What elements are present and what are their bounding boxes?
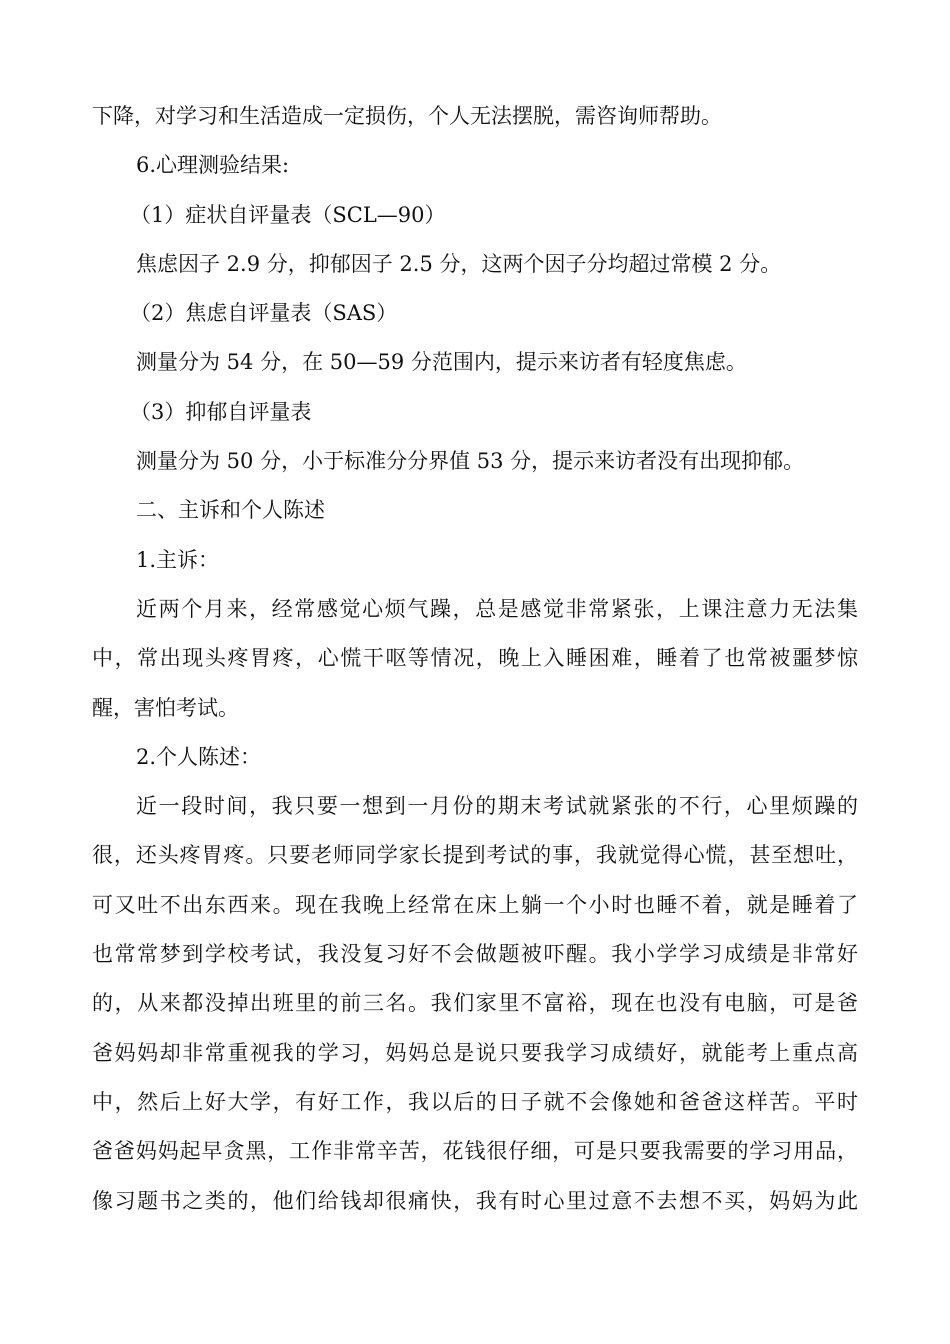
subheading-chief-complaint: 1.主诉： xyxy=(136,547,220,572)
paragraph-line: 近一段时间，我只要一想到一月份的期末考试就紧张的不行，心里烦躁的 xyxy=(136,794,858,819)
subheading-sas: （2）焦虑自评量表（SAS） xyxy=(130,301,398,326)
paragraph-line: 爸妈妈却非常重视我的学习，妈妈总是说只要我学习成绩好，就能考上重点高 xyxy=(92,1040,858,1065)
body-line-sds-result: 测量分为 50 分，小于标准分分界值 53 分，提示来访者没有出现抑郁。 xyxy=(136,449,805,474)
document-page xyxy=(92,92,858,1226)
paragraph-line: 像习题书之类的，他们给钱却很痛快，我有时心里过意不去想不买，妈妈为此 xyxy=(92,1188,858,1213)
paragraph-line: 的，从来都没掉出班里的前三名。我们家里不富裕，现在也没有电脑，可是爸 xyxy=(92,991,858,1016)
paragraph-line: 中，常出现头疼胃疼，心慌干呕等情况，晚上入睡困难，睡着了也常被噩梦惊 xyxy=(92,646,858,671)
subheading-personal-statement: 2.个人陈述： xyxy=(136,744,262,769)
paragraph-line: 可又吐不出东西来。现在我晚上经常在床上躺一个小时也睡不着，就是睡着了 xyxy=(92,892,858,917)
subheading-scl90: （1）症状自评量表（SCL—90） xyxy=(130,202,446,227)
section-heading-test-results: 6.心理测验结果: xyxy=(136,153,290,178)
body-line-sas-result: 测量分为 54 分，在 50—59 分范围内，提示来访者有轻度焦虑。 xyxy=(136,350,747,375)
body-line-scl90-result: 焦虑因子 2.9 分，抑郁因子 2.5 分，这两个因子分均超过常模 2 分。 xyxy=(136,251,782,276)
paragraph-line: 很，还头疼胃疼。只要老师同学家长提到考试的事，我就觉得心慌，甚至想吐， xyxy=(92,843,858,868)
paragraph-line: 近两个月来，经常感觉心烦气躁，总是感觉非常紧张，上课注意力无法集 xyxy=(136,596,858,621)
paragraph-line: 中，然后上好大学，有好工作，我以后的日子就不会像她和爸爸这样苦。平时 xyxy=(92,1089,858,1114)
paragraph-line: 爸爸妈妈起早贪黑，工作非常辛苦，花钱很仔细，可是只要我需要的学习用品， xyxy=(92,1139,858,1164)
body-line-continuation: 下降，对学习和生活造成一定损伤，个人无法摆脱，需咨询师帮助。 xyxy=(92,104,722,128)
paragraph-line: 也常常梦到学校考试，我没复习好不会做题被吓醒。我小学学习成绩是非常好 xyxy=(92,942,858,967)
paragraph-line: 醒，害怕考试。 xyxy=(92,695,239,720)
subheading-sds: （3）抑郁自评量表 xyxy=(130,399,312,424)
section-heading-complaint: 二、主诉和个人陈述 xyxy=(136,498,325,523)
